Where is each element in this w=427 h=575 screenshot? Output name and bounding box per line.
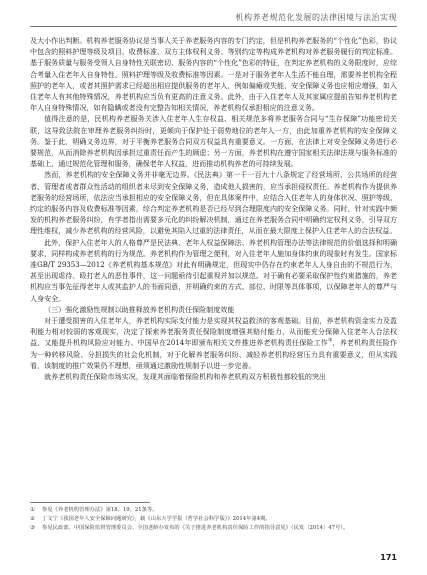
footnote-mark: ③ [30, 525, 35, 531]
paragraph-6: 就养老机构责任保险市场实况，发现其面临着保险机构和养老机构双方积极性都较低的突出 [44, 372, 326, 382]
paragraph-5-text: 对于遭受损害的入住老年人，养老机构实际支付能力是实现其权益救济的客观基础。目前，养老机构资金实力及盈利能力相对较弱的客观现实，决定了探索养老服务责任保险制度增强其赔付能力、从而能充分保障入住老年人合法权益，又能提升机构风险应对能力。中国早在2014年即颁布相关文件推进养老机构责任保险工作 [30, 316, 397, 348]
paragraph-1: 及大小作出判断。机构养老服务协议是当事人关于养老服务内容的专门约定，但是机构养老服务的“个性化”色彩，协议中包含的照料护理等级及项目、收费标准、双方主体权利义务、等别约定等构成养老机构对养老服务履行的判定标准。基于服务质量与服务受领人自身特性关联密切、服务内容的“个性化”色彩的特征，在判定养老机构的义务限度时，应综合考量入住老年人自身特性、照料护理等级及收费标准等因素。一是对于服务老年人生活不能自理，需要养老机构全程照护的老年人，或者其照护需求已经超出相应提供服务的老年人，例如偏瘫或失能，安全保障义务也应相应增强，如入住老年人有其他特殊情况，养老机构应当负有更高的注意义务。此外，由于入住老年人及其家属应提前告知养老机构老年人自身特殊情况，如有隐瞒或者没有完整告知相关情况，养老机构仅承担相应的注意义务。 [30, 36, 397, 113]
header-divider [30, 26, 397, 27]
footnote-divider [30, 502, 150, 503]
footnote-reference[interactable]: ③ [327, 338, 333, 345]
footnote-item [30, 524, 397, 533]
running-header: 机构养老规范化发展的法律困境与法治实现 [235, 13, 397, 22]
footnote-mark: ① [30, 507, 35, 513]
footnote-text: 参见民政部、中国保险监督管理委员会、全国老龄办发布的《关于推进养老机构责任保险工作的指导意见》（民发〔2014〕47号）。 [42, 525, 349, 531]
footnote-text: 丁文宁《我国老年人安全保障问题研究》，载《山东大学学报（哲学社会科学版）》2014年第4期。 [42, 516, 271, 522]
footnote-text: 参见《养老机构管理办法》第18、19、21条等。 [42, 507, 158, 513]
footnotes [30, 506, 397, 533]
paragraph-5 [30, 315, 397, 371]
body-text [30, 35, 397, 382]
footnote-item [30, 515, 397, 524]
footnote-item [30, 506, 397, 515]
footnote-mark: ② [30, 516, 35, 522]
paragraph-3: 然而，养老机构的安全保障义务并非毫无边界。《民法典》第一千一百九十八条规定了经营场所、公共场所的经营者、管理者或者群众性活动的组织者未尽到安全保障义务，造成他人损害的，应当承担侵权责任。养老机构作为提供养老服务的经营场所，依法应当承担相应的安全保障义务，但在具体案件中，应结合入住老年人的身体状况、照护等级、约定的服务内容及收费标准等因素，综合判定养老机构是否已经尽到合理限度内的安全保障义务。同时，针对实践中频发的机构养老服务纠纷，有学者指出需要多元化的纠纷解决机制，通过在养老服务合同中明确约定权利义务，引导双方理性维权，减少养老机构的经营风险，以避免其陷入过重的法律责任，从而在最大限度上保护入住老年人的合法权益。 [30, 170, 397, 236]
page-number: 171 [380, 553, 397, 562]
paragraph-4: 此外，保护入住老年人的人格尊严是民法典、老年人权益保障法、养老机构管理办法等法律规范的价值选择和明确要求，同样构成养老机构的行为规范。养老机构作为管理之便利，对入住老年人施加身体约束的现象时有发生。国家标准GB/T 29353—2012《养老机构基本规范》对此有明确规定，但现实中仍存在约束老年人人身自由的不规范行为，甚至出现虐待、殴打老人的恶性事件，这一问题亟待引起重视并加以规范。对于确有必要采取保护性约束措施的，养老机构应当事先征得老年人或其监护人的书面同意，并明确约束的方式、部位、时限等具体事项，以保障老年人的尊严与人身安全。 [30, 237, 397, 303]
paragraph-5-tail: ，养老机构责任险作为一种转移风险、分担损失的社会化机制，对于化解养老服务纠纷、减轻养老机构经营压力具有重要意义，但从实践看，该制度的推广效果仍不理想，亟须通过激励性规制予以进一步完善。 [30, 338, 398, 370]
paragraph-2: 值得注意的是，民机构养老服务关涉入住老年人生存权益、相关规范多将养老服务合同与“生存保障”功能密切关联，这导致法院在审理养老服务纠纷时，更倾向于保护处于弱势地位的老年人一方，由此加重养老机构的安全保障义务。鉴于此，明确义务边界，对于平衡养老服务合同双方权益具有重要意义。一方面，在法律上对安全保障义务进行必要规范，从而消除养老机构因承担过重责任而产生的顾虑；另一方面，养老机构在遵守国家相关法律法规与服务标准的基础上，通过规范化管理和服务，确保老年人权益，进而推动机构养老的可持续发展。 [30, 114, 397, 169]
section-heading: （三）强化激励性规制以助推释放养老机构责任保险制度效能 [44, 304, 235, 314]
